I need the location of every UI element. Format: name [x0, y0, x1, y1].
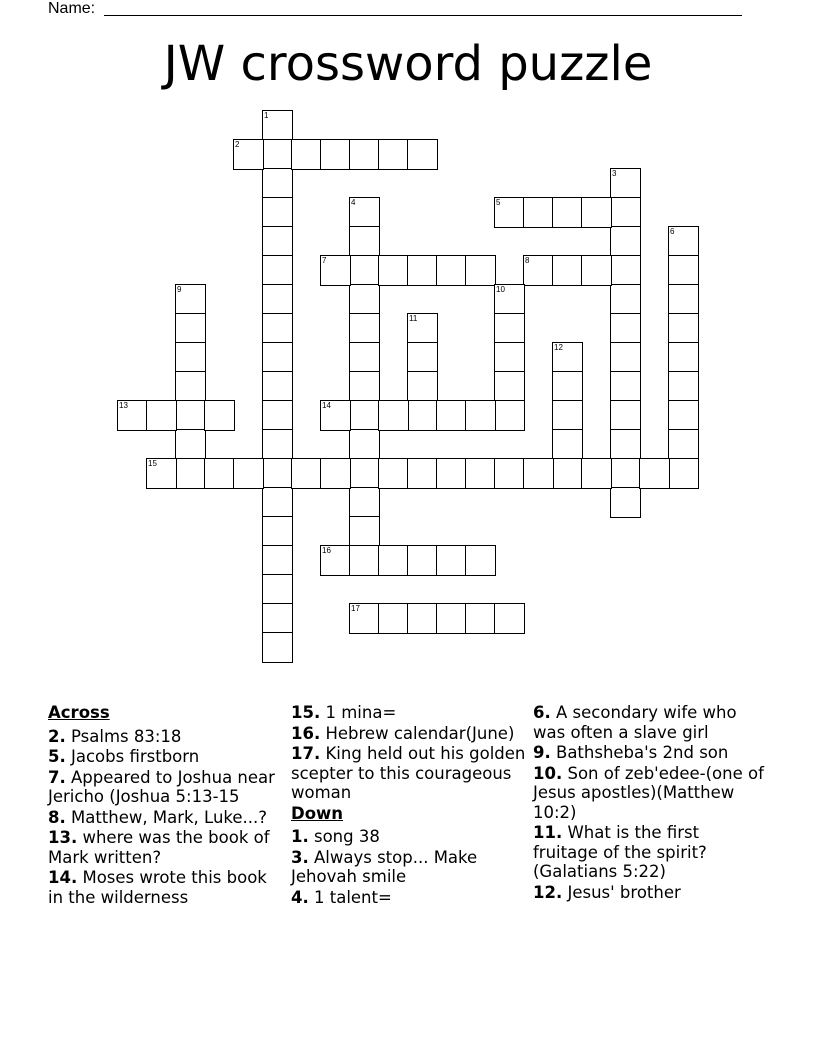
clue-item: [291, 848, 527, 887]
grid-cell[interactable]: [610, 168, 641, 199]
clue-item: [48, 868, 284, 907]
grid-cell[interactable]: [262, 429, 293, 460]
grid-cell[interactable]: [349, 487, 380, 518]
grid-cell[interactable]: [668, 226, 699, 257]
cell-number: 15: [148, 459, 157, 468]
clue-text: Always stop... Make Jehovah smile: [291, 847, 478, 886]
clue-text: song 38: [308, 827, 380, 846]
grid-cell[interactable]: [610, 313, 641, 344]
clue-number: 15.: [291, 703, 321, 722]
grid-cell[interactable]: [175, 284, 206, 315]
grid-cell[interactable]: [262, 632, 293, 663]
grid-cell[interactable]: [262, 110, 293, 141]
grid-cell[interactable]: [262, 226, 293, 257]
grid-cell[interactable]: [349, 226, 380, 257]
down-heading: Down: [291, 803, 344, 823]
clue-column-1: [48, 703, 284, 908]
grid-cell[interactable]: [175, 342, 206, 373]
grid-cell[interactable]: [349, 313, 380, 344]
grid-cell[interactable]: [465, 400, 496, 431]
grid-cell[interactable]: [320, 255, 351, 286]
name-label: Name:: [48, 0, 96, 17]
grid-cell[interactable]: [262, 255, 293, 286]
grid-cell[interactable]: [494, 284, 525, 315]
clue-item: [533, 883, 769, 903]
grid-cell[interactable]: [233, 139, 264, 170]
grid-cell[interactable]: [494, 313, 525, 344]
grid-cell[interactable]: [668, 284, 699, 315]
clue-item: [48, 768, 284, 807]
grid-cell[interactable]: [610, 342, 641, 373]
grid-cell[interactable]: [262, 574, 293, 605]
grid-cell[interactable]: [175, 313, 206, 344]
grid-cell[interactable]: [262, 487, 293, 518]
grid-cell[interactable]: [494, 197, 525, 228]
cell-number: 12: [554, 343, 563, 352]
clue-number: 16.: [291, 723, 321, 743]
grid-cell[interactable]: [668, 255, 699, 286]
cell-number: 4: [351, 198, 356, 207]
clue-text: A secondary wife who was often a slave girl: [533, 703, 737, 742]
grid-cell[interactable]: [262, 197, 293, 228]
grid-cell[interactable]: [349, 545, 380, 576]
grid-cell[interactable]: [378, 458, 409, 489]
grid-cell[interactable]: [552, 342, 583, 373]
grid-cell[interactable]: [349, 603, 380, 634]
down-clues-list: [291, 827, 527, 907]
cell-number: 5: [496, 198, 501, 207]
clue-number: 13.: [48, 828, 78, 847]
clue-text: Jesus' brother: [562, 882, 681, 902]
grid-cell[interactable]: [175, 371, 206, 402]
grid-cell[interactable]: [262, 516, 293, 547]
cell-number: 10: [496, 285, 505, 294]
clue-text: Psalms 83:18: [65, 726, 182, 746]
clue-number: 14.: [48, 868, 78, 887]
grid-cell[interactable]: [262, 313, 293, 344]
clue-item: [48, 727, 284, 747]
grid-cell[interactable]: [349, 458, 380, 489]
grid-cell[interactable]: [668, 342, 699, 373]
cell-number: 1: [264, 111, 269, 120]
grid-cell[interactable]: [465, 458, 496, 489]
grid-cell[interactable]: [465, 255, 496, 286]
grid-cell[interactable]: [349, 342, 380, 373]
grid-cell[interactable]: [407, 603, 438, 634]
grid-cell[interactable]: [378, 139, 409, 170]
grid-cell[interactable]: [610, 458, 641, 489]
grid-cell[interactable]: [610, 429, 641, 460]
grid-cell[interactable]: [262, 139, 293, 170]
grid-cell[interactable]: [291, 458, 322, 489]
clue-number: 10.: [533, 763, 563, 783]
clue-text: What is the first fruitage of the spirit?(Galatians 5:22): [533, 823, 707, 881]
clue-item: [291, 888, 527, 908]
grid-cell[interactable]: [407, 458, 438, 489]
across-heading: Across: [48, 703, 110, 722]
down-clues-list-continued: [533, 703, 769, 902]
grid-cell[interactable]: [175, 429, 206, 460]
grid-cell[interactable]: [320, 545, 351, 576]
grid-cell[interactable]: [407, 371, 438, 402]
clue-number: 4.: [291, 887, 309, 907]
grid-cell[interactable]: [407, 400, 438, 431]
cell-number: 16: [322, 546, 331, 555]
grid-cell[interactable]: [320, 458, 351, 489]
clue-item: [48, 828, 284, 867]
grid-cell[interactable]: [436, 458, 467, 489]
clue-item: [533, 743, 769, 763]
cell-number: 2: [235, 140, 240, 149]
grid-cell[interactable]: [436, 603, 467, 634]
grid-cell[interactable]: [233, 458, 264, 489]
grid-cell[interactable]: [523, 197, 554, 228]
grid-cell[interactable]: [523, 255, 554, 286]
grid-cell[interactable]: [610, 255, 641, 286]
grid-cell[interactable]: [610, 197, 641, 228]
grid-cell[interactable]: [581, 458, 612, 489]
grid-cell[interactable]: [436, 545, 467, 576]
grid-cell[interactable]: [349, 197, 380, 228]
grid-cell[interactable]: [262, 400, 293, 431]
grid-cell[interactable]: [349, 284, 380, 315]
cell-number: 17: [351, 604, 360, 613]
clue-text: Bathsheba's 2nd son: [550, 743, 729, 762]
grid-cell[interactable]: [465, 545, 496, 576]
cell-number: 9: [177, 285, 182, 294]
clue-item: [533, 823, 769, 882]
grid-cell[interactable]: [610, 371, 641, 402]
clue-number: 12.: [533, 882, 563, 902]
clue-number: 7.: [48, 767, 66, 787]
grid-cell[interactable]: [407, 313, 438, 344]
grid-cell[interactable]: [349, 516, 380, 547]
grid-cell[interactable]: [262, 168, 293, 199]
clue-number: 3.: [291, 847, 309, 867]
grid-cell[interactable]: [407, 139, 438, 170]
grid-cell[interactable]: [610, 226, 641, 257]
grid-cell[interactable]: [639, 458, 670, 489]
grid-cell[interactable]: [146, 458, 177, 489]
grid-cell[interactable]: [494, 371, 525, 402]
grid-cell[interactable]: [494, 603, 525, 634]
grid-cell[interactable]: [494, 342, 525, 373]
grid-cell[interactable]: [552, 255, 583, 286]
grid-cell[interactable]: [262, 371, 293, 402]
cell-number: 7: [322, 256, 327, 265]
grid-cell[interactable]: [349, 255, 380, 286]
grid-cell[interactable]: [320, 400, 351, 431]
grid-cell[interactable]: [581, 255, 612, 286]
grid-cell[interactable]: [175, 458, 206, 489]
grid-cell[interactable]: [378, 545, 409, 576]
grid-cell[interactable]: [146, 400, 177, 431]
clue-text: Appeared to Joshua near Jericho (Joshua 5:13-15: [48, 767, 275, 806]
across-clues-list-continued: [291, 703, 527, 803]
grid-cell[interactable]: [552, 371, 583, 402]
clue-text: Moses wrote this book in the wilderness: [48, 868, 267, 907]
grid-cell[interactable]: [204, 400, 235, 431]
clue-item: [48, 808, 284, 828]
grid-cell[interactable]: [349, 400, 380, 431]
grid-cell[interactable]: [552, 197, 583, 228]
grid-cell[interactable]: [610, 487, 641, 518]
clue-item: [48, 747, 284, 767]
grid-cell[interactable]: [407, 342, 438, 373]
cell-number: 6: [670, 227, 675, 236]
clue-text: Hebrew calendar(June): [320, 723, 515, 743]
clue-number: 9.: [533, 743, 551, 762]
grid-cell[interactable]: [668, 371, 699, 402]
grid-cell[interactable]: [523, 458, 554, 489]
cell-number: 13: [119, 401, 128, 410]
grid-cell[interactable]: [262, 284, 293, 315]
clue-number: 2.: [48, 726, 66, 746]
cell-number: 3: [612, 169, 617, 178]
grid-cell[interactable]: [175, 400, 206, 431]
grid-cell[interactable]: [262, 603, 293, 634]
clue-text: King held out his golden scepter to this courageous woman: [291, 744, 526, 802]
cell-number: 14: [322, 401, 331, 410]
clue-text: 1 talent=: [308, 887, 392, 907]
clue-text: Matthew, Mark, Luke...?: [65, 807, 268, 827]
clue-text: 1 mina=: [320, 703, 397, 722]
grid-cell[interactable]: [668, 458, 699, 489]
clue-number: 17.: [291, 744, 321, 763]
grid-cell[interactable]: [436, 255, 467, 286]
clue-text: Son of zeb'edee-(one of Jesus apostles)(Matthew 10:2): [533, 763, 764, 822]
grid-cell[interactable]: [378, 603, 409, 634]
grid-cell[interactable]: [552, 429, 583, 460]
grid-cell[interactable]: [262, 545, 293, 576]
clue-item: [291, 703, 527, 723]
grid-cell[interactable]: [465, 603, 496, 634]
grid-cell[interactable]: [204, 458, 235, 489]
clue-number: 5.: [48, 747, 66, 766]
grid-cell[interactable]: [552, 458, 583, 489]
grid-cell[interactable]: [320, 139, 351, 170]
clue-column-3: [533, 703, 769, 903]
clue-number: 11.: [533, 823, 563, 842]
grid-cell[interactable]: [407, 255, 438, 286]
grid-cell[interactable]: [349, 371, 380, 402]
grid-cell[interactable]: [349, 429, 380, 460]
grid-cell[interactable]: [436, 400, 467, 431]
grid-cell[interactable]: [262, 458, 293, 489]
grid-cell[interactable]: [378, 255, 409, 286]
across-clues-list: [48, 727, 284, 908]
clue-item: [291, 724, 527, 744]
grid-cell[interactable]: [349, 139, 380, 170]
grid-cell[interactable]: [262, 342, 293, 373]
cell-number: 11: [409, 314, 418, 323]
grid-cell[interactable]: [407, 545, 438, 576]
clue-item: [533, 764, 769, 823]
grid-cell[interactable]: [668, 429, 699, 460]
grid-cell[interactable]: [610, 284, 641, 315]
clue-item: [291, 827, 527, 847]
grid-cell[interactable]: [494, 458, 525, 489]
grid-cell[interactable]: [494, 400, 525, 431]
clue-item: [291, 744, 527, 803]
grid-cell[interactable]: [668, 313, 699, 344]
grid-cell[interactable]: [552, 400, 583, 431]
grid-cell[interactable]: [291, 139, 322, 170]
grid-cell[interactable]: [581, 197, 612, 228]
grid-cell[interactable]: [378, 400, 409, 431]
clue-number: 6.: [533, 703, 551, 722]
clue-text: where was the book of Mark written?: [48, 828, 270, 867]
clue-number: 1.: [291, 827, 309, 846]
grid-cell[interactable]: [610, 400, 641, 431]
clue-text: Jacobs firstborn: [65, 747, 200, 766]
clue-column-2: [291, 703, 527, 908]
clue-number: 8.: [48, 807, 66, 827]
page-title: JW crossword puzzle: [163, 36, 653, 92]
grid-cell[interactable]: [117, 400, 148, 431]
cell-number: 8: [525, 256, 530, 265]
grid-cell[interactable]: [668, 400, 699, 431]
clue-item: [533, 703, 769, 742]
